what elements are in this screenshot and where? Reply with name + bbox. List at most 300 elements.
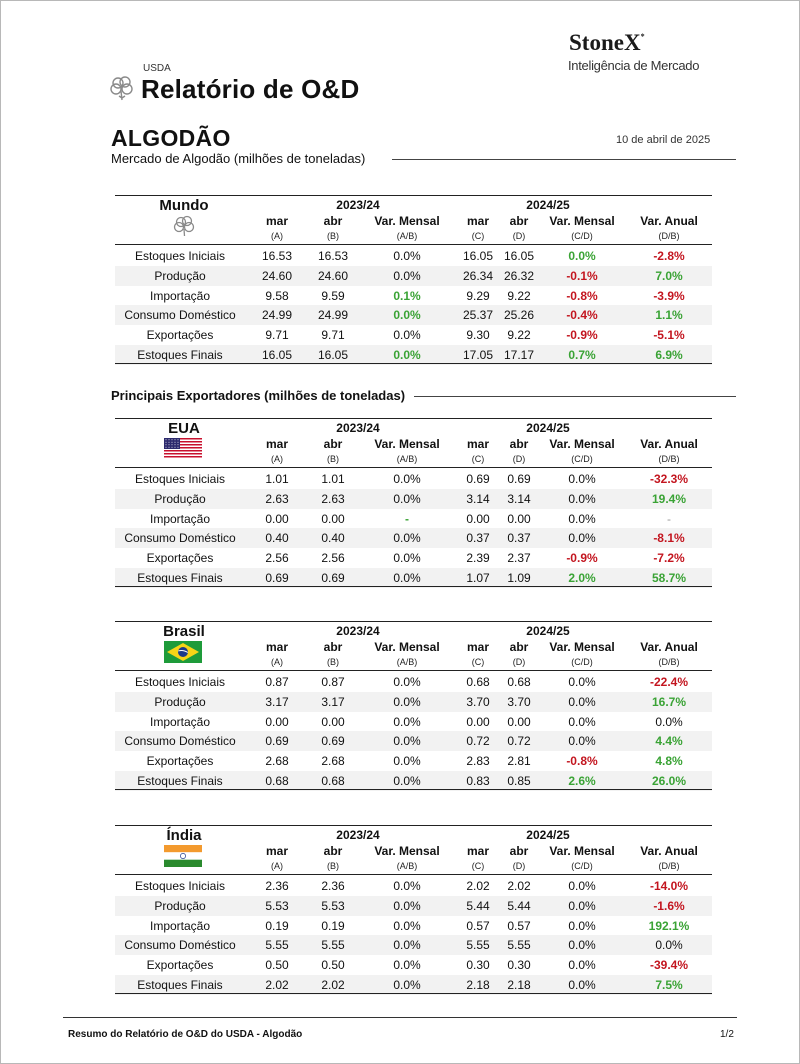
year-header-2: 2024/25 bbox=[526, 198, 570, 212]
col-var-mensal-2: Var. Mensal bbox=[549, 437, 615, 451]
col-abr-b: abr bbox=[323, 844, 343, 858]
row-label: Exportações bbox=[146, 551, 214, 566]
brand-name: StoneX bbox=[569, 30, 641, 55]
table-cell: 0.00 bbox=[507, 511, 531, 526]
table-cell: -3.9% bbox=[653, 288, 685, 303]
row-label: Produção bbox=[154, 694, 206, 709]
column-subheader: (D) bbox=[512, 657, 526, 667]
table-header-rule bbox=[115, 670, 712, 671]
table-cell: 2.39 bbox=[466, 551, 490, 566]
table-cell: 0.0% bbox=[568, 734, 596, 749]
row-label: Importação bbox=[149, 511, 211, 526]
table-cell: 0.57 bbox=[507, 918, 531, 933]
row-label: Estoques Iniciais bbox=[134, 249, 226, 263]
table-cell: 0.37 bbox=[466, 531, 490, 546]
table-row bbox=[115, 771, 712, 791]
table-cell: 0.69 bbox=[265, 571, 289, 585]
table-cell: 2.36 bbox=[265, 879, 289, 893]
table-cell: 2.83 bbox=[466, 754, 490, 769]
table-cell: 58.7% bbox=[651, 571, 687, 585]
table-cell: 24.60 bbox=[261, 268, 293, 283]
table-cell: -1.6% bbox=[653, 898, 685, 913]
table-cell: 9.22 bbox=[507, 288, 531, 303]
row-label: Produção bbox=[154, 491, 206, 506]
table-cell: 26.34 bbox=[462, 268, 494, 283]
section-subtitle: Mercado de Algodão (milhões de toneladas) bbox=[111, 151, 366, 166]
column-subheader: (D/B) bbox=[658, 861, 680, 871]
table-cell: 9.59 bbox=[321, 288, 345, 303]
table-cell: 2.56 bbox=[321, 551, 345, 566]
table-cell: 0.0% bbox=[393, 551, 421, 566]
table-cell: 25.37 bbox=[462, 308, 494, 323]
table-cell: 2.36 bbox=[321, 879, 345, 893]
table-cell: 2.37 bbox=[507, 551, 531, 566]
table-row bbox=[115, 528, 712, 548]
column-subheader: (B) bbox=[327, 861, 339, 871]
column-subheader: (A) bbox=[271, 231, 283, 241]
row-label: Importação bbox=[149, 288, 211, 303]
row-label: Estoques Iniciais bbox=[134, 472, 226, 486]
table-cell: 3.14 bbox=[466, 491, 490, 506]
table-cell: 16.7% bbox=[651, 694, 687, 709]
table-cell: 2.02 bbox=[265, 978, 289, 992]
table-row bbox=[115, 266, 712, 286]
row-label: Produção bbox=[154, 268, 206, 283]
table-row bbox=[115, 345, 712, 365]
year-header-1: 2023/24 bbox=[336, 198, 380, 212]
col-abr-b: abr bbox=[323, 437, 343, 451]
row-label: Exportações bbox=[146, 754, 214, 769]
table-cell: -39.4% bbox=[649, 958, 689, 973]
row-label: Consumo Doméstico bbox=[124, 308, 236, 323]
column-subheader: (D) bbox=[512, 861, 526, 871]
table-cell: 3.70 bbox=[507, 694, 531, 709]
table-cell: 0.30 bbox=[466, 958, 490, 973]
table-row bbox=[115, 286, 712, 306]
table-cell: 24.60 bbox=[317, 268, 349, 283]
table-cell: 0.0% bbox=[393, 472, 421, 486]
table-row bbox=[115, 548, 712, 568]
table-cell: 0.0% bbox=[393, 714, 421, 729]
table-cell: 0.85 bbox=[507, 774, 531, 788]
row-label: Estoques Iniciais bbox=[134, 675, 226, 689]
footer-text: Resumo do Relatório de O&D do USDA - Algodão bbox=[68, 1029, 303, 1040]
exporters-title: Principais Exportadores (milhões de toneladas) bbox=[111, 388, 406, 403]
col-var-mensal-1: Var. Mensal bbox=[374, 844, 440, 858]
table-cell: 9.71 bbox=[265, 328, 289, 343]
table-cell: 7.0% bbox=[655, 268, 683, 283]
table-cell: 9.58 bbox=[265, 288, 289, 303]
table-row bbox=[115, 955, 712, 975]
table-cell: 3.17 bbox=[265, 694, 289, 709]
col-var-anual: Var. Anual bbox=[640, 214, 698, 228]
table-cell: 2.63 bbox=[321, 491, 345, 506]
row-label: Estoques Finais bbox=[137, 348, 223, 362]
table-cell: 0.0% bbox=[393, 734, 421, 749]
table-cell: 16.05 bbox=[462, 249, 494, 263]
table-cell: 2.02 bbox=[321, 978, 345, 992]
table-cell: 0.0% bbox=[568, 938, 596, 953]
table-cell: 0.69 bbox=[265, 734, 289, 749]
table-cell: 0.0% bbox=[568, 714, 596, 729]
india-flag-icon bbox=[164, 845, 202, 866]
table-top-rule bbox=[115, 621, 712, 622]
table-cell: 5.55 bbox=[265, 938, 289, 953]
table-cell: 0.0% bbox=[393, 491, 421, 506]
column-subheader: (A/B) bbox=[396, 657, 418, 667]
table-cell: -14.0% bbox=[649, 879, 689, 893]
table-cell: 4.8% bbox=[655, 754, 683, 769]
page-title: ALGODÃO bbox=[111, 125, 231, 151]
subtitle-rule bbox=[392, 159, 736, 160]
year-header-1: 2023/24 bbox=[336, 828, 380, 842]
col-abr-b: abr bbox=[323, 214, 343, 228]
table-cell: 0.30 bbox=[507, 958, 531, 973]
table-eua bbox=[115, 418, 712, 588]
column-subheader: (C/D) bbox=[571, 861, 593, 871]
col-var-anual: Var. Anual bbox=[640, 437, 698, 451]
exporters-rule bbox=[414, 396, 736, 397]
table-cell: 0.0% bbox=[568, 511, 596, 526]
table-cell: 0.0% bbox=[393, 348, 421, 362]
col-var-anual: Var. Anual bbox=[640, 844, 698, 858]
table-cell: 0.00 bbox=[466, 511, 490, 526]
column-subheader: (A) bbox=[271, 861, 283, 871]
table-cell: 4.4% bbox=[655, 734, 683, 749]
row-label: Estoques Finais bbox=[137, 774, 223, 788]
table-cell: 9.71 bbox=[321, 328, 345, 343]
table-header-rule bbox=[115, 467, 712, 468]
table-cell: 6.9% bbox=[655, 348, 683, 362]
table-cell: 2.18 bbox=[507, 978, 531, 992]
year-header-2: 2024/25 bbox=[526, 828, 570, 842]
table-mundo bbox=[115, 195, 712, 365]
table-cell: 2.02 bbox=[507, 879, 531, 893]
table-cell: 16.05 bbox=[503, 249, 535, 263]
column-subheader: (A/B) bbox=[396, 861, 418, 871]
column-subheader: (D) bbox=[512, 454, 526, 464]
table-cell: -0.8% bbox=[566, 754, 598, 769]
col-var-mensal-2: Var. Mensal bbox=[549, 640, 615, 654]
column-subheader: (D/B) bbox=[658, 657, 680, 667]
table-cell: 0.0% bbox=[568, 958, 596, 973]
table-cell: 0.19 bbox=[265, 918, 289, 933]
table-cell: 0.0% bbox=[393, 268, 421, 283]
table-cell: 0.00 bbox=[507, 714, 531, 729]
brand-tagline: Inteligência de Mercado bbox=[568, 58, 700, 73]
col-abr-d: abr bbox=[509, 640, 529, 654]
table-cell: 0.68 bbox=[466, 675, 490, 689]
table-cell: 0.69 bbox=[321, 734, 345, 749]
table-cell: 0.0% bbox=[393, 249, 421, 263]
row-label: Importação bbox=[149, 918, 211, 933]
table-cell: 0.00 bbox=[321, 511, 345, 526]
table-row bbox=[115, 896, 712, 916]
table-cell: 0.0% bbox=[393, 308, 421, 323]
table-row bbox=[115, 692, 712, 712]
table-cell: 0.69 bbox=[507, 472, 531, 486]
table-cell: 26.0% bbox=[651, 774, 687, 788]
table-cell: 0.1% bbox=[393, 288, 421, 303]
table-cell: 0.0% bbox=[568, 978, 596, 992]
table-bottom-rule bbox=[115, 993, 712, 994]
table-row bbox=[115, 568, 712, 588]
table-row bbox=[115, 305, 712, 325]
table-cell: 0.0% bbox=[393, 754, 421, 769]
table-cell: 0.0% bbox=[655, 714, 683, 729]
country-name: Brasil bbox=[163, 623, 205, 640]
col-abr-d: abr bbox=[509, 844, 529, 858]
column-subheader: (C) bbox=[471, 454, 485, 464]
table-cell: 5.53 bbox=[321, 898, 345, 913]
table-cell: 0.00 bbox=[466, 714, 490, 729]
table-row bbox=[115, 876, 712, 896]
table-cell: 0.0% bbox=[568, 694, 596, 709]
table-cell: 9.22 bbox=[507, 328, 531, 343]
table-cell: - bbox=[405, 511, 409, 526]
col-mar-c: mar bbox=[466, 437, 489, 451]
country-name: Índia bbox=[166, 827, 202, 844]
usa-flag-icon bbox=[164, 438, 202, 459]
table-cell: 0.40 bbox=[321, 531, 345, 546]
table-cell: 0.68 bbox=[507, 675, 531, 689]
row-label: Estoques Iniciais bbox=[134, 879, 226, 893]
table-cell: 5.53 bbox=[265, 898, 289, 913]
table-row bbox=[115, 731, 712, 751]
table-cell: 0.7% bbox=[568, 348, 596, 362]
table-cell: 0.00 bbox=[265, 511, 289, 526]
col-mar-c: mar bbox=[466, 844, 489, 858]
table-cell: 0.0% bbox=[568, 898, 596, 913]
table-row bbox=[115, 712, 712, 732]
column-subheader: (C) bbox=[471, 657, 485, 667]
table-cell: 0.72 bbox=[507, 734, 531, 749]
row-label: Consumo Doméstico bbox=[124, 531, 236, 546]
table-cell: 16.53 bbox=[317, 249, 349, 263]
table-cell: 2.68 bbox=[265, 754, 289, 769]
table-cell: -0.9% bbox=[566, 551, 598, 566]
table-cell: 0.0% bbox=[568, 675, 596, 689]
table-brasil bbox=[115, 621, 712, 791]
year-header-1: 2023/24 bbox=[336, 421, 380, 435]
row-label: Consumo Doméstico bbox=[124, 938, 236, 953]
table-cell: 16.53 bbox=[261, 249, 293, 263]
table-cell: 1.09 bbox=[507, 571, 531, 585]
table-cell: 2.18 bbox=[466, 978, 490, 992]
table-cell: 1.07 bbox=[466, 571, 490, 585]
table-cell: 5.55 bbox=[507, 938, 531, 953]
col-mar-c: mar bbox=[466, 214, 489, 228]
year-header-1: 2023/24 bbox=[336, 624, 380, 638]
table-cell: 0.19 bbox=[321, 918, 345, 933]
table-cell: 3.17 bbox=[321, 694, 345, 709]
table-cell: 3.14 bbox=[507, 491, 531, 506]
table-cell: -0.4% bbox=[566, 308, 598, 323]
table-cell: 0.69 bbox=[321, 571, 345, 585]
column-subheader: (C/D) bbox=[571, 454, 593, 464]
table-cell: 0.0% bbox=[393, 958, 421, 973]
row-label: Exportações bbox=[146, 328, 214, 343]
col-abr-b: abr bbox=[323, 640, 343, 654]
table-cell: 0.0% bbox=[393, 571, 421, 585]
column-subheader: (A) bbox=[271, 454, 283, 464]
table-cell: 9.29 bbox=[466, 288, 490, 303]
table-cell: 17.05 bbox=[462, 348, 494, 362]
column-subheader: (C/D) bbox=[571, 231, 593, 241]
table-cell: - bbox=[667, 511, 671, 526]
table-cell: 0.68 bbox=[321, 774, 345, 788]
table-cell: 0.69 bbox=[466, 472, 490, 486]
column-subheader: (C) bbox=[471, 861, 485, 871]
table-top-rule bbox=[115, 825, 712, 826]
table-top-rule bbox=[115, 418, 712, 419]
table-cell: 0.40 bbox=[265, 531, 289, 546]
table-cell: 0.0% bbox=[393, 978, 421, 992]
table-cell: 0.87 bbox=[265, 675, 289, 689]
table-cell: 2.6% bbox=[568, 774, 596, 788]
table-cell: 1.01 bbox=[265, 472, 289, 486]
table-cell: 192.1% bbox=[648, 918, 690, 933]
row-label: Exportações bbox=[146, 958, 214, 973]
brazil-flag-icon bbox=[164, 641, 202, 662]
table-cell: 0.0% bbox=[393, 531, 421, 546]
col-var-mensal-1: Var. Mensal bbox=[374, 640, 440, 654]
table-header-rule bbox=[115, 874, 712, 875]
table-bottom-rule bbox=[115, 789, 712, 790]
table-cell: 0.0% bbox=[393, 879, 421, 893]
year-header-2: 2024/25 bbox=[526, 421, 570, 435]
table-cell: -0.9% bbox=[566, 328, 598, 343]
table-cell: 2.81 bbox=[507, 754, 531, 769]
table-cell: 0.0% bbox=[568, 491, 596, 506]
table-row bbox=[115, 489, 712, 509]
table-row bbox=[115, 916, 712, 936]
table-cell: 25.26 bbox=[503, 308, 535, 323]
year-header-2: 2024/25 bbox=[526, 624, 570, 638]
table-row bbox=[115, 935, 712, 955]
table-cell: 9.30 bbox=[466, 328, 490, 343]
table-cell: 0.00 bbox=[321, 714, 345, 729]
column-subheader: (D/B) bbox=[658, 231, 680, 241]
table-bottom-rule bbox=[115, 363, 712, 364]
column-subheader: (B) bbox=[327, 231, 339, 241]
table-cell: 0.00 bbox=[265, 714, 289, 729]
col-abr-d: abr bbox=[509, 437, 529, 451]
table-cell: -5.1% bbox=[653, 328, 685, 343]
table-row bbox=[115, 672, 712, 692]
table-cell: 5.44 bbox=[466, 898, 490, 913]
table-cell: 0.0% bbox=[393, 918, 421, 933]
col-mar-a: mar bbox=[265, 437, 288, 451]
table-cell: -7.2% bbox=[653, 551, 685, 566]
page-number: 1/2 bbox=[720, 1029, 734, 1040]
table-cell: 0.0% bbox=[393, 898, 421, 913]
table-cell: 1.01 bbox=[321, 472, 345, 486]
column-subheader: (A) bbox=[271, 657, 283, 667]
table-cell: 16.05 bbox=[261, 348, 293, 362]
table-cell: 0.0% bbox=[393, 675, 421, 689]
row-label: Produção bbox=[154, 898, 206, 913]
table-india bbox=[115, 825, 712, 995]
report-title: Relatório de O&D bbox=[141, 74, 360, 104]
column-subheader: (C/D) bbox=[571, 657, 593, 667]
table-cell: 0.0% bbox=[568, 918, 596, 933]
row-label: Estoques Finais bbox=[137, 571, 223, 585]
table-cell: 1.1% bbox=[655, 308, 683, 323]
column-subheader: (D/B) bbox=[658, 454, 680, 464]
table-cell: 2.68 bbox=[321, 754, 345, 769]
table-cell: 17.17 bbox=[503, 348, 535, 362]
col-mar-a: mar bbox=[265, 844, 288, 858]
table-cell: 24.99 bbox=[317, 308, 349, 323]
column-subheader: (C) bbox=[471, 231, 485, 241]
usda-label: USDA bbox=[143, 63, 171, 74]
table-cell: 0.0% bbox=[393, 938, 421, 953]
table-row bbox=[115, 469, 712, 489]
table-cell: 19.4% bbox=[651, 491, 687, 506]
table-cell: 7.5% bbox=[655, 978, 683, 992]
table-cell: 0.37 bbox=[507, 531, 531, 546]
table-row bbox=[115, 325, 712, 345]
table-cell: 26.32 bbox=[503, 268, 535, 283]
column-subheader: (A/B) bbox=[396, 231, 418, 241]
column-subheader: (D) bbox=[512, 231, 526, 241]
table-cell: -8.1% bbox=[653, 531, 685, 546]
table-row bbox=[115, 975, 712, 995]
table-cell: -32.3% bbox=[649, 472, 689, 486]
col-var-mensal-2: Var. Mensal bbox=[549, 214, 615, 228]
table-row bbox=[115, 751, 712, 771]
col-var-mensal-1: Var. Mensal bbox=[374, 214, 440, 228]
row-label: Estoques Finais bbox=[137, 978, 223, 992]
table-cell: 0.0% bbox=[568, 531, 596, 546]
brand-mark: * bbox=[640, 32, 645, 41]
table-row bbox=[115, 246, 712, 266]
row-label: Consumo Doméstico bbox=[124, 734, 236, 749]
table-cell: 0.72 bbox=[466, 734, 490, 749]
table-cell: 5.55 bbox=[466, 938, 490, 953]
table-cell: 0.57 bbox=[466, 918, 490, 933]
table-cell: 2.56 bbox=[265, 551, 289, 566]
table-header-rule bbox=[115, 244, 712, 245]
col-mar-a: mar bbox=[265, 640, 288, 654]
column-subheader: (A/B) bbox=[396, 454, 418, 464]
country-name: Mundo bbox=[159, 197, 209, 214]
table-cell: 5.55 bbox=[321, 938, 345, 953]
table-cell: 0.68 bbox=[265, 774, 289, 788]
table-cell: -0.8% bbox=[566, 288, 598, 303]
table-cell: 0.0% bbox=[393, 328, 421, 343]
table-cell: 0.0% bbox=[655, 938, 683, 953]
row-label: Importação bbox=[149, 714, 211, 729]
table-top-rule bbox=[115, 195, 712, 196]
column-subheader: (B) bbox=[327, 657, 339, 667]
cotton-icon bbox=[164, 215, 202, 236]
table-cell: -22.4% bbox=[649, 675, 689, 689]
table-cell: 24.99 bbox=[261, 308, 293, 323]
table-cell: 0.50 bbox=[265, 958, 289, 973]
table-cell: 3.70 bbox=[466, 694, 490, 709]
table-cell: -2.8% bbox=[653, 249, 685, 263]
table-cell: 5.44 bbox=[507, 898, 531, 913]
table-cell: 0.87 bbox=[321, 675, 345, 689]
footer-rule bbox=[63, 1017, 737, 1018]
col-mar-a: mar bbox=[265, 214, 288, 228]
table-cell: 0.0% bbox=[568, 879, 596, 893]
country-name: EUA bbox=[168, 420, 200, 437]
table-cell: 0.83 bbox=[466, 774, 490, 788]
table-cell: 2.0% bbox=[568, 571, 596, 585]
